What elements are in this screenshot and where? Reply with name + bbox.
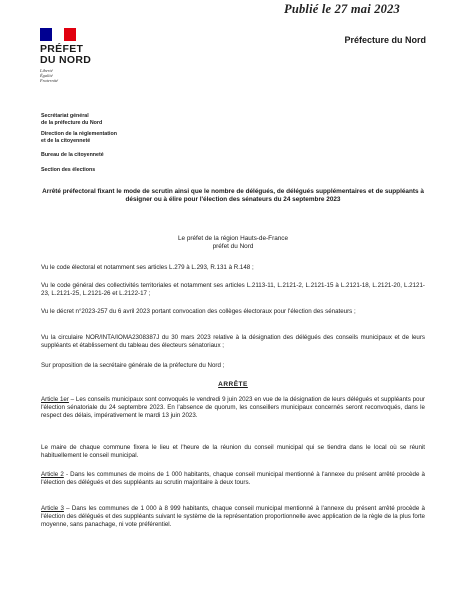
logo-line-2: DU NORD xyxy=(40,54,92,66)
article-3-label: Article 3 xyxy=(41,505,64,512)
article-2 xyxy=(41,471,425,487)
service-section: Section des élections xyxy=(41,167,96,173)
visa-proposal: Sur proposition de la secrétaire générale de la préfecture du Nord ; xyxy=(41,362,225,369)
visa-cgct: Vu le code général des collectivités territoriales et notamment ses articles L.2113-11, L.2121-2, L.2121-15 à L.2121-18, L.2121-20, L.2121-23, L.2121-25, L.2121-26 et L.2122-17 ; xyxy=(41,282,425,297)
service-direction: Direction de la réglementation et de la citoyenneté xyxy=(41,131,117,144)
prefet-signature-block: Le préfet de la région Hauts-de-France préfet du Nord xyxy=(177,235,289,251)
article-2-label: Article 2 xyxy=(41,471,64,478)
service-secretariat: Secrétariat général de la préfecture du Nord xyxy=(41,113,103,126)
visa-electoral-code: Vu le code électoral et notamment ses articles L.279 à L.293, R.131 à R.148 ; xyxy=(41,264,254,271)
visa-circular: Vu la circulaire NOR/INTA/IOMA2308387J du 30 mars 2023 relative à la désignation des délégués des conseils municipaux et de leurs suppléants et établissement du tableau des électeurs sénatoriaux ; xyxy=(41,334,425,349)
document-title: Arrêté préfectoral fixant le mode de scrutin ainsi que le nombre de délégués, de délégués supplémentaires et de suppléants à désigner ou à élire pour l'élection des sénateurs du 24 septembre 2023 xyxy=(42,188,424,204)
article-3-text: – Dans les communes de 1 000 à 8 999 habitants, chaque conseil municipal mentionné à l'annexe du présent arrêté procède à l'élection des délégués et des suppléants suivant le système de la représentation proportionnelle avec application de la règle de la plus forte moyenne, sans panachage, ni vote préférentiel. xyxy=(41,505,425,528)
prefet-logo xyxy=(40,28,120,83)
article-3 xyxy=(41,505,425,529)
marianne-flag-icon xyxy=(40,28,76,41)
article-1-text: – Les conseils municipaux sont convoqués le vendredi 9 juin 2023 en vue de la désignation de leurs délégués et suppléants pour l'élection sénatoriale du 24 septembre 2023. En l'absence de quorum, les conseillers municipaux concernés seront reconvoqués, dans le respect des délais, impérativement le mardi 13 juin 2023. xyxy=(41,396,425,419)
logo-motto: Liberté Égalité Fraternité xyxy=(40,68,59,83)
service-bureau: Bureau de la citoyenneté xyxy=(41,152,104,158)
publication-stamp: Publié le 27 mai 2023 xyxy=(284,2,400,16)
logo-line-1: PRÉFET xyxy=(40,43,84,55)
article-1 xyxy=(41,396,425,420)
prefecture-header: Préfecture du Nord xyxy=(344,35,426,45)
article-1-label: Article 1er xyxy=(41,396,69,403)
arrete-heading: ARRÊTE xyxy=(218,381,248,388)
visa-decree: Vu le décret n°2023-257 du 6 avril 2023 portant convocation des collèges électoraux pour l'élection des sénateurs ; xyxy=(41,308,356,315)
article-1-paragraph-2: Le maire de chaque commune fixera le lieu et l'heure de la réunion du conseil municipal qui se tiendra dans le local où se réunit habituellement le conseil municipal. xyxy=(41,444,425,459)
article-2-text: - Dans les communes de moins de 1 000 habitants, chaque conseil municipal mentionné à l'annexe du présent arrêté procède à l'élection des délégués et des suppléants au scrutin majoritaire à deux tours. xyxy=(41,471,425,486)
